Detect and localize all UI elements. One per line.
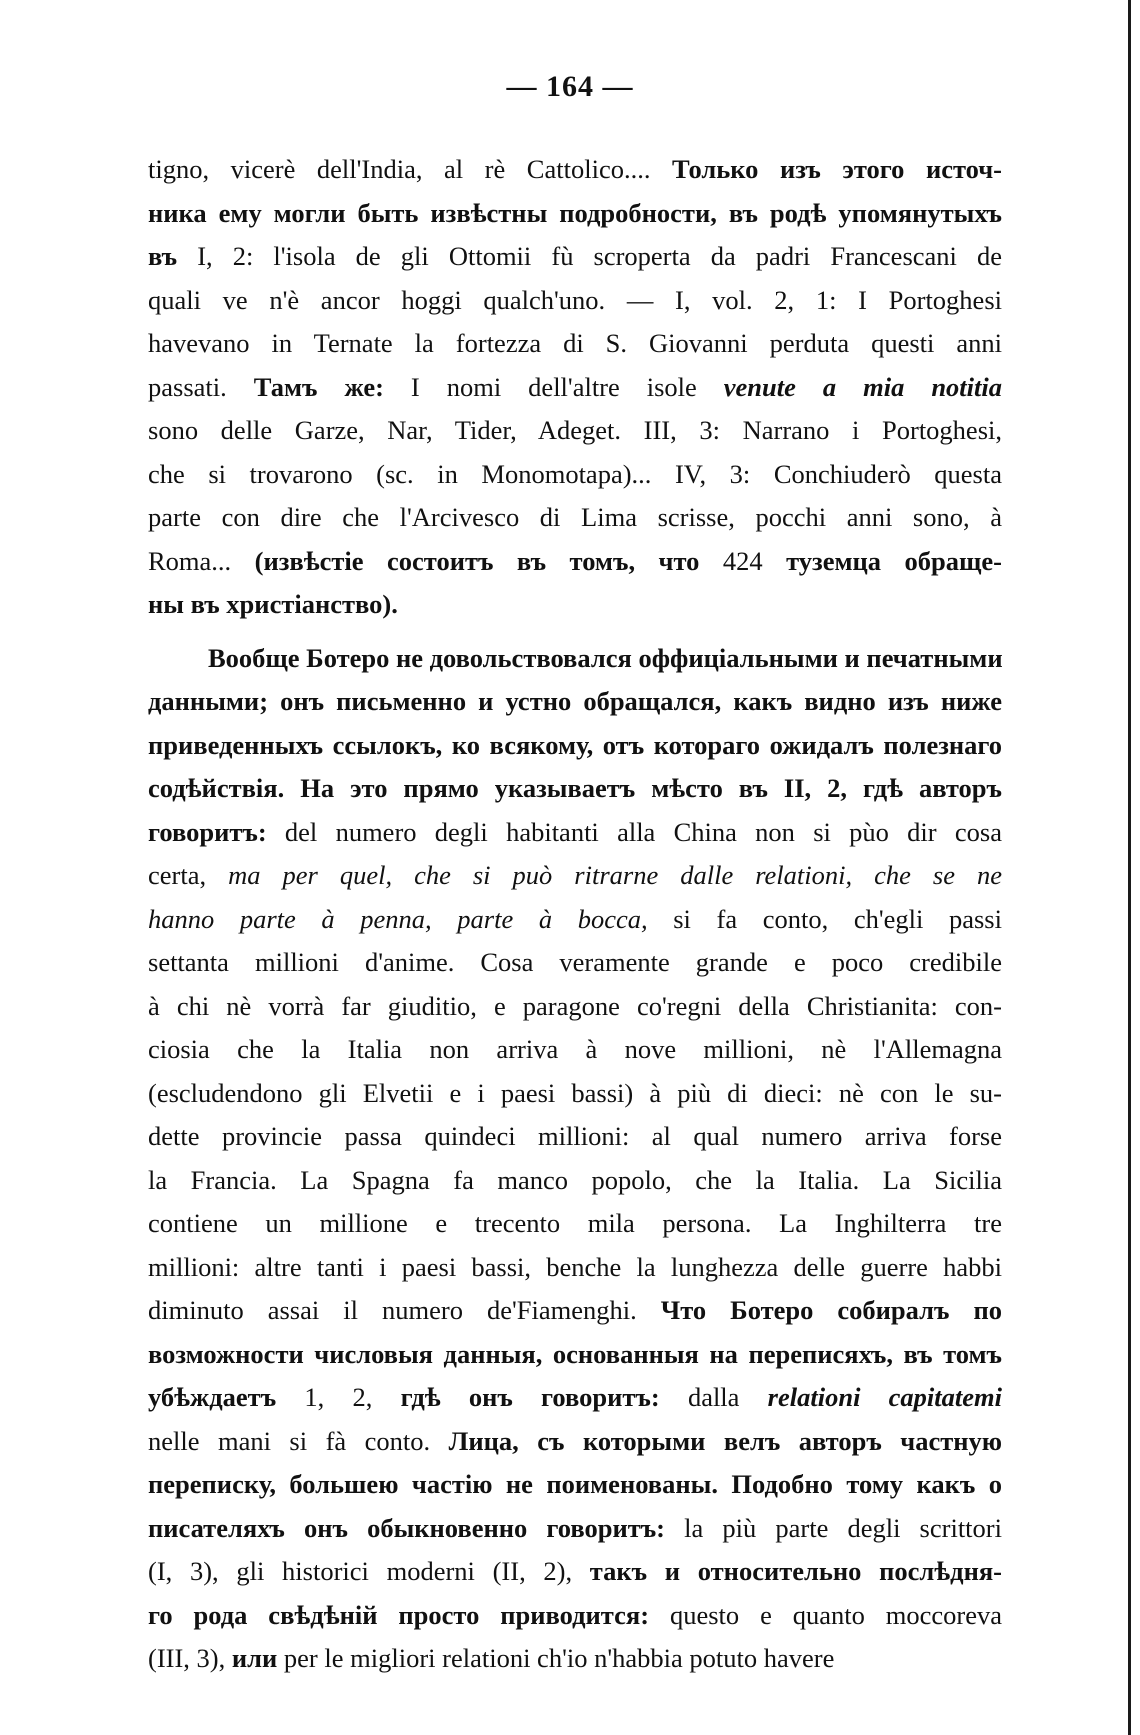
text-line xyxy=(148,453,1002,497)
text-run: ma per quel, che si può ritrarne dalle relationi, che se ne xyxy=(228,860,1002,890)
text-run: venute a mia notitia xyxy=(723,371,1003,402)
text-line xyxy=(148,540,1002,584)
text-run: ника ему могли быть извѣстны подробности, въ родѣ упомянутыхъ xyxy=(148,197,1002,228)
text-run: Что Ботеро собиралъ по xyxy=(660,1295,1002,1325)
text-run: hanno parte à penna, parte à bocca, xyxy=(148,903,648,934)
text-line xyxy=(148,898,1002,942)
text-run: 424 xyxy=(722,545,763,576)
text-line xyxy=(148,1159,1002,1203)
text-run: (escludendono gli Elvetii e i paesi bassi) à più di dieci: nè con le su- xyxy=(148,1077,1002,1108)
text-run: писателяхъ онъ обыкновенно говоритъ: xyxy=(148,1512,685,1543)
page-edge-rule xyxy=(1128,0,1131,1735)
text-run: quali ve n'è ancor hoggi qualch'uno. — I, vol. 2, 1: I Portoghesi xyxy=(148,284,1002,315)
text-run: che si trovarono (sc. in Monomotapa)... IV, 3: Conchiuderò questa xyxy=(148,458,1002,489)
text-run: гдѣ онъ говоритъ: xyxy=(400,1382,688,1412)
text-line xyxy=(148,985,1002,1029)
text-run: certa, xyxy=(148,860,229,890)
text-run: (III, 3), xyxy=(148,1643,232,1673)
text-line xyxy=(148,1594,1002,1638)
text-line xyxy=(148,148,1002,192)
text-run: На это прямо указываетъ мѣсто въ II, 2, гдѣ авторъ xyxy=(300,773,1002,803)
text-run: Тамъ же: xyxy=(253,371,411,402)
text-run: переписку, большею частію не поименованы. Подобно тому какъ о xyxy=(148,1469,1002,1499)
text-run: questo e quanto moccoreva xyxy=(669,1599,1003,1630)
text-line xyxy=(148,637,1002,681)
text-run: I, 2: l'isola de gli Ottomii fù scroperta da padri Francescani de xyxy=(197,241,1002,271)
text-run: Roma... xyxy=(148,545,255,576)
text-run: говоритъ: xyxy=(148,816,285,847)
text-line xyxy=(148,366,1002,410)
text-run: parte con dire che l'Arcivesco di Lima scrisse, pocchi anni sono, à xyxy=(148,502,1002,532)
text-run: го рода свѣдѣній просто приводится: xyxy=(148,1599,670,1630)
text-line xyxy=(148,1550,1002,1594)
text-run: въ xyxy=(148,241,198,271)
text-line xyxy=(148,854,1002,898)
text-run: убѣждаетъ xyxy=(148,1382,305,1412)
text-run: туземца обраще- xyxy=(762,545,1002,576)
text-line xyxy=(148,583,1002,627)
text-run: dette provincie passa quindeci millioni: al qual numero arriva forse xyxy=(148,1121,1002,1151)
text-run: 1, 2, xyxy=(304,1382,401,1412)
text-line xyxy=(148,1072,1002,1116)
text-run: si fa conto, ch'egli passi xyxy=(647,903,1002,934)
text-line xyxy=(148,724,1002,768)
text-run: del numero degli habitanti alla China non si pùo dir cosa xyxy=(284,816,1002,847)
text-line xyxy=(148,1420,1002,1464)
text-run: nelle mani si fà conto. xyxy=(148,1425,449,1456)
text-line xyxy=(148,409,1002,453)
text-run: содѣйствія. xyxy=(148,773,301,803)
text-run: la Francia. La Spagna fa manco popolo, che la Italia. La Sicilia xyxy=(148,1164,1002,1195)
text-line xyxy=(148,1202,1002,1246)
text-run: relationi capitatemi xyxy=(767,1382,1003,1412)
page-number: — 164 — xyxy=(506,70,634,103)
text-run: sono delle Garze, Nar, Tider, Adeget. III, 3: Narrano i Portoghesi, xyxy=(148,415,1002,445)
text-run: возможности числовыя данныя, основанныя на переписяхъ, въ томъ xyxy=(148,1338,1002,1369)
text-line xyxy=(148,1246,1002,1290)
text-run: passati. xyxy=(148,371,254,402)
text-run: ciosia che la Italia non arriva à nove millioni, nè l'Allemagna xyxy=(148,1034,1002,1064)
text-run: contiene un millione e trecento mila persona. La Inghilterra tre xyxy=(148,1208,1002,1238)
text-run: havevano in Ternate la fortezza di S. Giovanni perduta questi anni xyxy=(148,328,1002,358)
text-run: tigno, vicerè dell'India, al rè Cattolico.... xyxy=(148,154,672,184)
text-line xyxy=(148,1115,1002,1159)
text-line xyxy=(148,1289,1002,1333)
text-run: Только изъ этого источ- xyxy=(672,154,1002,184)
body-text xyxy=(148,148,1002,1681)
text-line xyxy=(148,496,1002,540)
text-line xyxy=(148,811,1002,855)
text-line xyxy=(148,235,1002,279)
text-line xyxy=(148,1507,1002,1551)
text-line xyxy=(148,322,1002,366)
text-run: Лица, съ которыми велъ авторъ частную xyxy=(448,1425,1002,1456)
text-run: ны въ христіанство). xyxy=(148,589,398,619)
text-run: dalla xyxy=(687,1382,768,1412)
text-line xyxy=(148,1333,1002,1377)
text-run: приведенныхъ ссылокъ, ко всякому, отъ котораго ожидалъ полезнаго xyxy=(148,729,1002,760)
text-line xyxy=(148,279,1002,323)
text-run: millioni: altre tanti i paesi bassi, benche la lunghezza delle guerre habbi xyxy=(148,1251,1002,1282)
text-line xyxy=(148,1637,1002,1681)
text-run: per le migliori relationi ch'io n'habbia potuto havere xyxy=(283,1643,835,1673)
paragraph-gap xyxy=(148,627,1002,637)
text-run: diminuto assai il numero de'Fiamenghi. xyxy=(148,1295,661,1325)
text-run: Вообще Ботеро не довольствовался оффиціальными и печатными xyxy=(208,642,1003,673)
text-run: la più parte degli scrittori xyxy=(684,1512,1002,1543)
text-line xyxy=(148,1028,1002,1072)
text-line xyxy=(148,941,1002,985)
text-run: или xyxy=(231,1643,284,1673)
text-line xyxy=(148,680,1002,724)
text-line xyxy=(148,1463,1002,1507)
text-run: (извѣстіе состоитъ въ томъ, что xyxy=(254,545,723,576)
text-run: такъ и относительно послѣдня- xyxy=(589,1556,1002,1586)
text-line xyxy=(148,192,1002,236)
text-run: à chi nè vorrà far giuditio, e paragone co'regni della Christianita: con- xyxy=(148,990,1002,1021)
text-run: I nomi dell'altre isole xyxy=(410,371,724,402)
text-run: данными; онъ письменно и устно обращался, какъ видно изъ ниже xyxy=(148,686,1002,716)
text-line xyxy=(148,767,1002,811)
text-run: (I, 3), gli historici moderni (II, 2), xyxy=(148,1556,590,1586)
text-run: settanta millioni d'anime. Cosa veramente grande e poco credibile xyxy=(148,947,1002,977)
text-line xyxy=(148,1376,1002,1420)
